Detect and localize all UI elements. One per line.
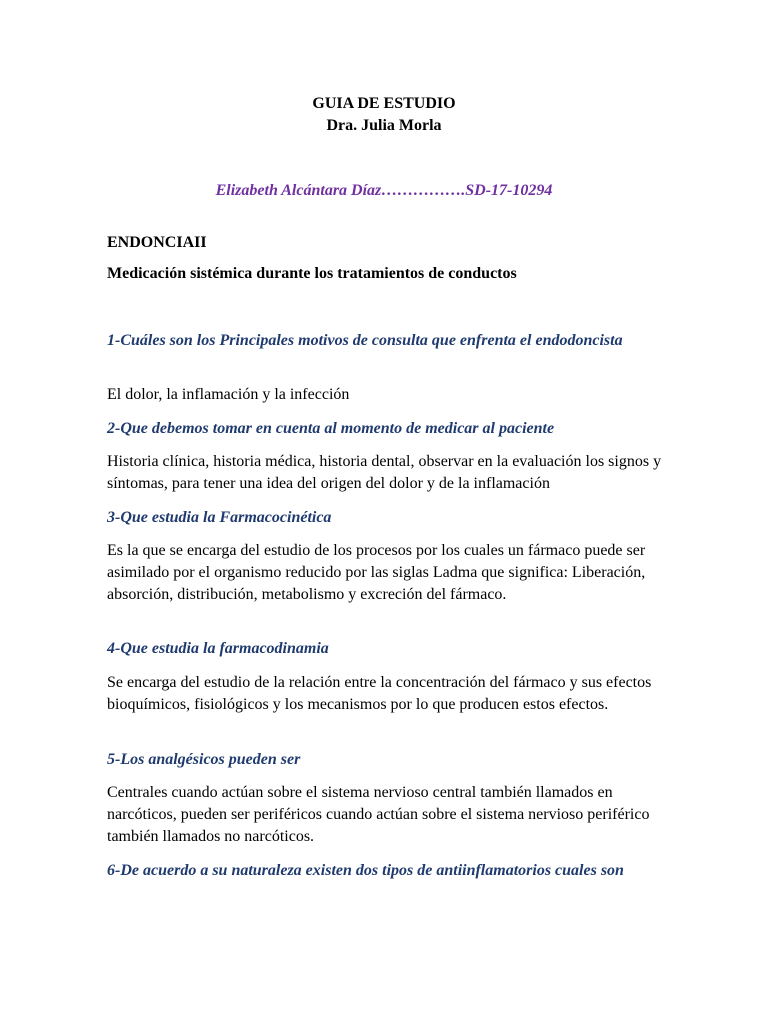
answer-3: Es la que se encarga del estudio de los procesos por los cuales un fármaco puede ser asimilado por el organismo reducido por las siglas Ladma que significa: Liberación, absorción, distribución, metabolismo y excreción del fármaco. [107,542,646,603]
answer-5: Centrales cuando actúan sobre el sistema nervioso central también llamados en narcóticos, pueden ser periféricos cuando actúan sobre el sistema nervioso periférico también llamados no narcóticos. [107,784,650,845]
answer-4: Se encarga del estudio de la relación entre la concentración del fármaco y sus efectos bioquímicos, fisiológicos y los mecanismos por lo que producen estos efectos. [107,674,652,713]
question-1: 1-Cuáles son los Principales motivos de consulta que enfrenta el endodoncista [107,332,623,349]
question-2: 2-Que debemos tomar en cuenta al momento de medicar al paciente [107,420,555,437]
document-author: Dra. Julia Morla [326,117,442,134]
answer-2: Historia clínica, historia médica, historia dental, observar en la evaluación los signos y síntomas, para tener una idea del origen del dolor y de la inflamación [107,453,662,492]
question-6: 6-De acuerdo a su naturaleza existen dos tipos de antiinflamatorios cuales son [107,862,624,879]
question-5: 5-Los analgésicos pueden ser [107,751,301,768]
question-4: 4-Que estudia la farmacodinamia [107,640,329,657]
question-3: 3-Que estudia la Farmacocinética [107,509,332,526]
document-title: GUIA DE ESTUDIO [312,95,456,112]
student-line: Elizabeth Alcántara Díaz…………….SD-17-10294 [215,182,553,199]
answer-1: El dolor, la inflamación y la infección [107,386,350,403]
subject-heading: ENDONCIAII [107,234,207,251]
topic-heading: Medicación sistémica durante los tratamientos de conductos [107,265,517,282]
